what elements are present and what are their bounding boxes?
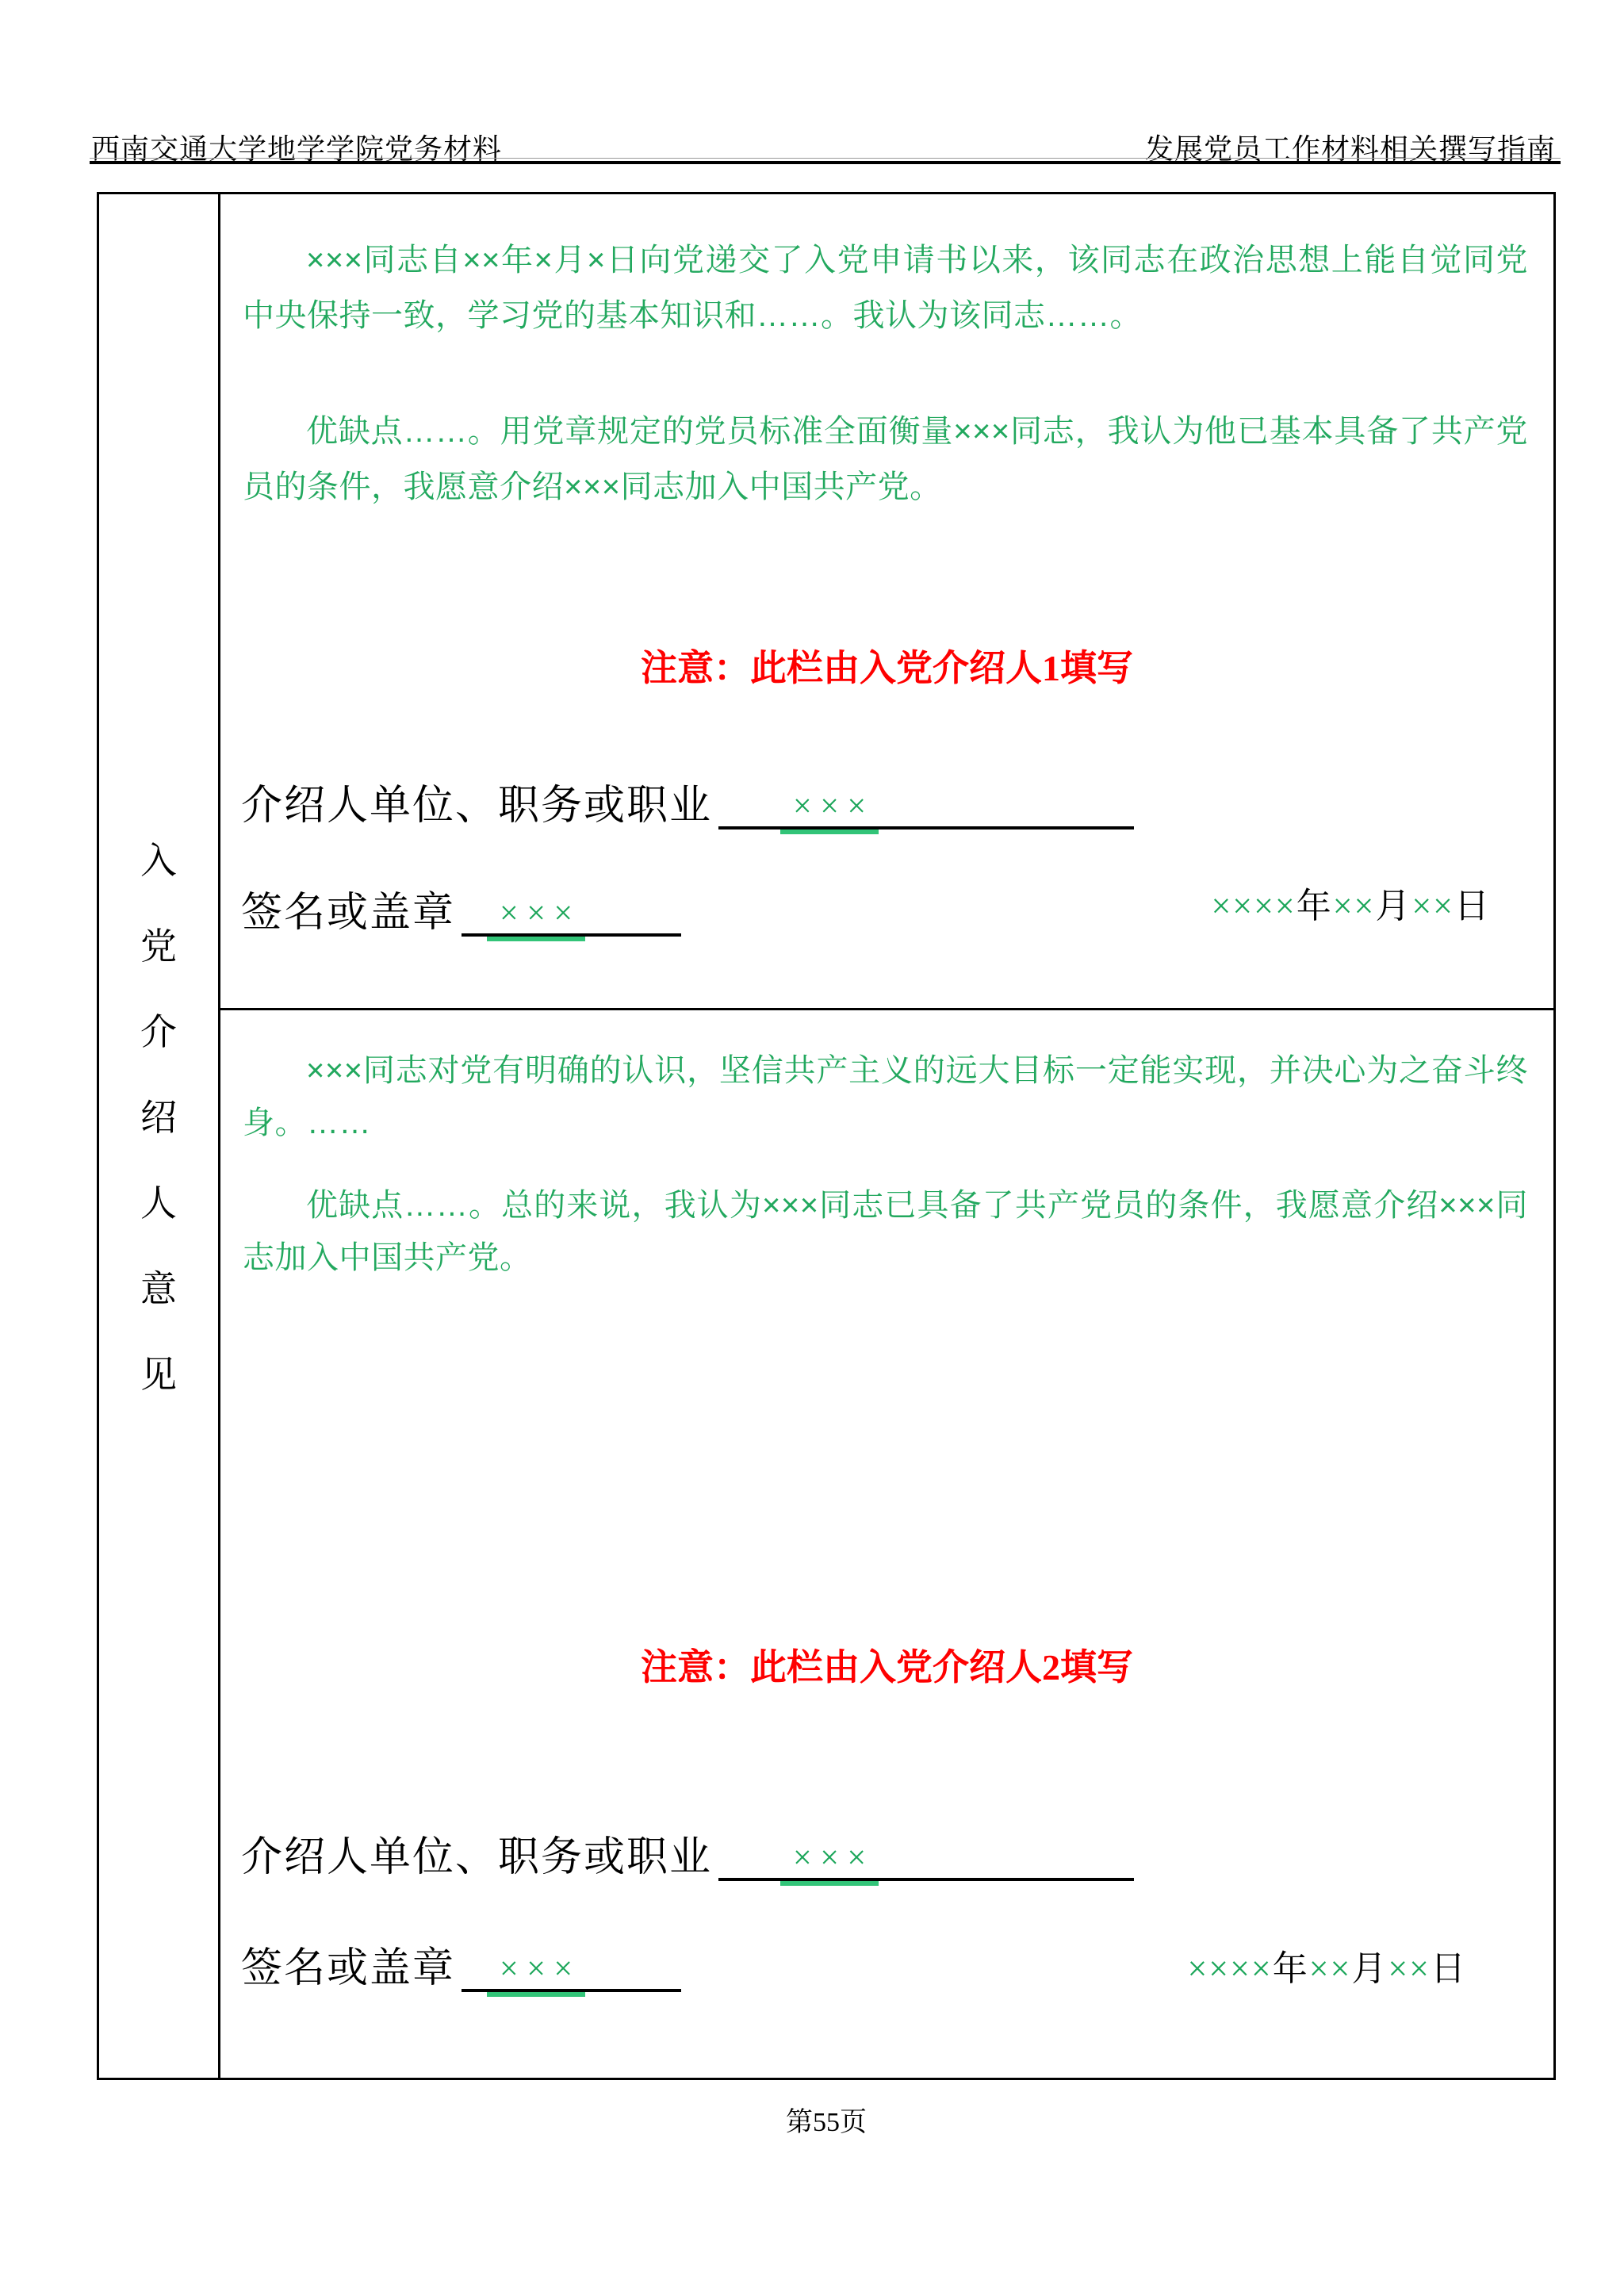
signature-field-row (241, 1944, 681, 1992)
date-month-x: ×× (1308, 1949, 1352, 1988)
date-year-label: 年 (1272, 1949, 1309, 1988)
unit-fill-line (718, 782, 1134, 829)
date-year-label: 年 (1296, 887, 1333, 925)
date-year-x: ×××× (1187, 1949, 1273, 1988)
signature-field-label: 签名或盖章 (241, 1946, 456, 1991)
unit-field-row (241, 782, 1134, 829)
date-day-label: 日 (1454, 887, 1491, 925)
unit-fill-line (718, 1833, 1134, 1881)
signature-field-label: 签名或盖章 (241, 891, 456, 936)
signature-fill-value: × × × (487, 1952, 585, 1997)
row-label-char: 入 (140, 841, 177, 881)
unit-fill-value: × × × (780, 1841, 879, 1886)
signature-fill-line (462, 1944, 681, 1992)
row-label-char: 见 (140, 1354, 177, 1395)
header-rule (90, 158, 1561, 164)
unit-field-row (241, 1833, 1134, 1881)
unit-field-label: 介绍人单位、职务或职业 (241, 1835, 713, 1880)
date-month-label: 月 (1351, 1949, 1388, 1988)
signature-fill-line (462, 889, 681, 937)
content-cell (220, 194, 1553, 2078)
sample-paragraph: 优缺点……。用党章规定的党员标准全面衡量×××同志，我认为他已基本具备了共产党员的条件，我愿意介绍×××同志加入中国共产党。 (243, 414, 1528, 504)
date-year-x: ×××× (1211, 887, 1297, 925)
note-introducer-2: 注意：此栏由入党介绍人2填写 (641, 1647, 1133, 1688)
unit-fill-value: × × × (780, 790, 879, 834)
note-introducer-1: 注意：此栏由入党介绍人1填写 (641, 648, 1133, 688)
row-label-cell (99, 194, 220, 2078)
sample-paragraph: ×××同志自××年×月×日向党递交了入党申请书以来，该同志在政治思想上能自觉同党中央保持一致，学习党的基本知识和……。我认为该同志……。 (243, 243, 1528, 333)
row-label-char: 人 (140, 1183, 177, 1224)
row-label-char: 绍 (140, 1098, 177, 1138)
row-label-char: 介 (140, 1012, 177, 1052)
signature-field-row (241, 889, 681, 937)
row-label-char: 党 (140, 926, 177, 967)
header-left-title: 西南交通大学地学学院党务材料 (91, 133, 503, 165)
row-label-char: 意 (140, 1269, 177, 1309)
date-month-x: ×× (1332, 887, 1376, 925)
row-divider (220, 1008, 1553, 1010)
sample-paragraph: 优缺点……。总的来说，我认为×××同志已具备了共产党员的条件，我愿意介绍×××同志加入中国共产党。 (243, 1188, 1528, 1275)
sample-paragraph: ×××同志对党有明确的认识，坚信共产主义的远大目标一定能实现，并决心为之奋斗终身。…… (243, 1053, 1528, 1140)
signature-fill-value: × × × (487, 897, 585, 941)
date-line (1211, 884, 1491, 929)
date-day-x: ×× (1411, 887, 1454, 925)
form-table (97, 192, 1556, 2080)
date-line (1187, 1947, 1467, 1991)
page-number: 第55页 (786, 2108, 867, 2137)
unit-field-label: 介绍人单位、职务或职业 (241, 784, 713, 829)
date-day-label: 日 (1431, 1949, 1467, 1988)
header-right-title: 发展党员工作材料相关撰写指南 (1144, 133, 1556, 165)
date-day-x: ×× (1388, 1949, 1431, 1988)
date-month-label: 月 (1375, 887, 1412, 925)
